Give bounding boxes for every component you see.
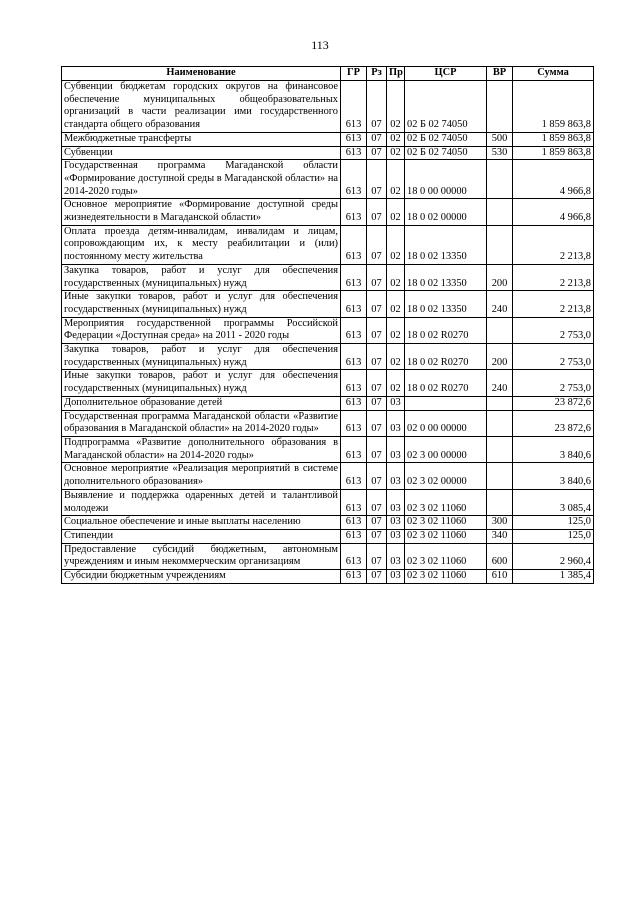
table-row	[62, 146, 594, 160]
cell-vr: 600	[487, 543, 513, 569]
cell-gr: 613	[341, 570, 367, 584]
cell-pr: 03	[387, 410, 405, 436]
table-row	[62, 570, 594, 584]
cell-rz: 07	[367, 160, 387, 199]
cell-vr	[487, 317, 513, 343]
cell-csr: 18 0 02 R0270	[405, 317, 487, 343]
cell-rz: 07	[367, 370, 387, 396]
column-header-vr: ВР	[487, 67, 513, 81]
cell-sum: 1 385,4	[513, 570, 594, 584]
cell-pr: 03	[387, 463, 405, 489]
cell-name: Основное мероприятие «Реализация мероприятий в системе дополнительного образования»	[62, 463, 341, 489]
cell-csr: 02 3 02 11060	[405, 516, 487, 530]
cell-rz: 07	[367, 264, 387, 290]
cell-gr: 613	[341, 529, 367, 543]
cell-vr: 200	[487, 344, 513, 370]
table-row	[62, 199, 594, 225]
cell-vr: 610	[487, 570, 513, 584]
cell-csr: 02 3 02 00000	[405, 463, 487, 489]
cell-sum: 23 872,6	[513, 396, 594, 410]
cell-name: Подпрограмма «Развитие дополнительного образования в Магаданской области» на 2014-2020 годы»	[62, 436, 341, 462]
cell-csr: 02 Б 02 74050	[405, 132, 487, 146]
cell-pr: 02	[387, 264, 405, 290]
cell-vr: 530	[487, 146, 513, 160]
cell-csr: 02 3 00 00000	[405, 436, 487, 462]
cell-vr: 200	[487, 264, 513, 290]
table-row	[62, 516, 594, 530]
cell-name: Социальное обеспечение и иные выплаты населению	[62, 516, 341, 530]
cell-sum: 23 872,6	[513, 410, 594, 436]
cell-sum: 1 859 863,8	[513, 132, 594, 146]
cell-vr	[487, 436, 513, 462]
cell-rz: 07	[367, 396, 387, 410]
cell-gr: 613	[341, 317, 367, 343]
cell-sum: 3 840,6	[513, 436, 594, 462]
cell-sum: 1 859 863,8	[513, 81, 594, 133]
cell-rz: 07	[367, 463, 387, 489]
cell-csr: 18 0 02 13350	[405, 225, 487, 264]
table-row	[62, 225, 594, 264]
table-row	[62, 410, 594, 436]
cell-pr: 02	[387, 344, 405, 370]
cell-gr: 613	[341, 132, 367, 146]
cell-sum: 125,0	[513, 529, 594, 543]
cell-name: Мероприятия государственной программы Российской Федерации «Доступная среда» на 2011 - 2020 годы	[62, 317, 341, 343]
cell-rz: 07	[367, 570, 387, 584]
cell-rz: 07	[367, 132, 387, 146]
cell-csr: 18 0 00 00000	[405, 160, 487, 199]
cell-sum: 2 753,0	[513, 317, 594, 343]
cell-pr: 02	[387, 199, 405, 225]
table-row	[62, 370, 594, 396]
cell-csr: 02 3 02 11060	[405, 570, 487, 584]
column-header-gr: ГР	[341, 67, 367, 81]
cell-pr: 02	[387, 160, 405, 199]
cell-pr: 03	[387, 396, 405, 410]
cell-rz: 07	[367, 199, 387, 225]
table-row	[62, 264, 594, 290]
cell-csr: 18 0 02 00000	[405, 199, 487, 225]
cell-rz: 07	[367, 344, 387, 370]
cell-name: Выявление и поддержка одаренных детей и талантливой молодежи	[62, 489, 341, 515]
cell-sum: 3 085,4	[513, 489, 594, 515]
cell-pr: 03	[387, 516, 405, 530]
cell-vr	[487, 489, 513, 515]
column-header-rz: Рз	[367, 67, 387, 81]
cell-name: Государственная программа Магаданской области «Развитие образования в Магаданской области» на 2014-2020 годы»	[62, 410, 341, 436]
cell-gr: 613	[341, 146, 367, 160]
cell-sum: 2 213,8	[513, 225, 594, 264]
cell-vr	[487, 160, 513, 199]
cell-gr: 613	[341, 463, 367, 489]
cell-sum: 125,0	[513, 516, 594, 530]
cell-gr: 613	[341, 489, 367, 515]
cell-gr: 613	[341, 516, 367, 530]
cell-csr: 02 Б 02 74050	[405, 146, 487, 160]
cell-pr: 03	[387, 543, 405, 569]
table-row	[62, 344, 594, 370]
cell-sum: 4 966,8	[513, 199, 594, 225]
cell-rz: 07	[367, 489, 387, 515]
cell-rz: 07	[367, 543, 387, 569]
cell-gr: 613	[341, 81, 367, 133]
cell-pr: 03	[387, 570, 405, 584]
cell-gr: 613	[341, 160, 367, 199]
cell-pr: 02	[387, 370, 405, 396]
cell-gr: 613	[341, 410, 367, 436]
column-header-name: Наименование	[62, 67, 341, 81]
cell-name: Предоставление субсидий бюджетным, автономным учреждениям и иным некоммерческим организациям	[62, 543, 341, 569]
cell-gr: 613	[341, 344, 367, 370]
cell-csr: 02 3 02 11060	[405, 529, 487, 543]
cell-gr: 613	[341, 264, 367, 290]
cell-name: Иные закупки товаров, работ и услуг для обеспечения государственных (муниципальных) нужд	[62, 291, 341, 317]
cell-csr: 02 0 00 00000	[405, 410, 487, 436]
cell-vr: 240	[487, 291, 513, 317]
cell-rz: 07	[367, 436, 387, 462]
table-row	[62, 396, 594, 410]
cell-vr: 340	[487, 529, 513, 543]
cell-sum: 2 753,0	[513, 344, 594, 370]
cell-pr: 03	[387, 529, 405, 543]
cell-csr: 02 Б 02 74050	[405, 81, 487, 133]
cell-csr: 02 3 02 11060	[405, 543, 487, 569]
cell-vr: 500	[487, 132, 513, 146]
cell-name: Межбюджетные трансферты	[62, 132, 341, 146]
cell-name: Закупка товаров, работ и услуг для обеспечения государственных (муниципальных) нужд	[62, 344, 341, 370]
cell-rz: 07	[367, 516, 387, 530]
cell-vr	[487, 199, 513, 225]
page-number: 113	[311, 38, 329, 52]
cell-sum: 3 840,6	[513, 463, 594, 489]
cell-name: Государственная программа Магаданской области «Формирование доступной среды в Магаданской области» на 2014-2020 годы»	[62, 160, 341, 199]
cell-pr: 03	[387, 489, 405, 515]
cell-name: Стипендии	[62, 529, 341, 543]
table-row	[62, 160, 594, 199]
cell-csr: 18 0 02 R0270	[405, 370, 487, 396]
cell-sum: 2 213,8	[513, 264, 594, 290]
cell-rz: 07	[367, 225, 387, 264]
cell-gr: 613	[341, 291, 367, 317]
table-row	[62, 81, 594, 133]
table-row	[62, 436, 594, 462]
cell-pr: 02	[387, 225, 405, 264]
cell-sum: 2 753,0	[513, 370, 594, 396]
cell-rz: 07	[367, 81, 387, 133]
cell-sum: 4 966,8	[513, 160, 594, 199]
cell-pr: 02	[387, 81, 405, 133]
cell-gr: 613	[341, 543, 367, 569]
cell-vr	[487, 225, 513, 264]
cell-vr	[487, 463, 513, 489]
cell-name: Основное мероприятие «Формирование доступной среды жизнедеятельности в Магаданской области»	[62, 199, 341, 225]
table-row	[62, 489, 594, 515]
cell-csr: 18 0 02 13350	[405, 264, 487, 290]
cell-pr: 02	[387, 132, 405, 146]
cell-rz: 07	[367, 410, 387, 436]
table-body	[62, 81, 594, 584]
cell-vr: 300	[487, 516, 513, 530]
cell-name: Субвенции бюджетам городских округов на финансовое обеспечение муниципальных общеобразовательных организаций в части реализации ими государственного стандарта общего образования	[62, 81, 341, 133]
cell-rz: 07	[367, 291, 387, 317]
cell-vr: 240	[487, 370, 513, 396]
table-row	[62, 543, 594, 569]
cell-rz: 07	[367, 529, 387, 543]
cell-gr: 613	[341, 199, 367, 225]
cell-sum: 1 859 863,8	[513, 146, 594, 160]
table-row	[62, 132, 594, 146]
cell-pr: 02	[387, 146, 405, 160]
cell-pr: 02	[387, 291, 405, 317]
table-row	[62, 463, 594, 489]
cell-pr: 03	[387, 436, 405, 462]
cell-vr	[487, 81, 513, 133]
cell-gr: 613	[341, 370, 367, 396]
cell-name: Иные закупки товаров, работ и услуг для обеспечения государственных (муниципальных) нужд	[62, 370, 341, 396]
cell-rz: 07	[367, 317, 387, 343]
table-row	[62, 317, 594, 343]
column-header-sum: Сумма	[513, 67, 594, 81]
budget-table	[61, 66, 594, 584]
cell-name: Субсидии бюджетным учреждениям	[62, 570, 341, 584]
table-header-row	[62, 67, 594, 81]
cell-csr: 02 3 02 11060	[405, 489, 487, 515]
cell-sum: 2 213,8	[513, 291, 594, 317]
column-header-csr: ЦСР	[405, 67, 487, 81]
cell-name: Субвенции	[62, 146, 341, 160]
cell-gr: 613	[341, 396, 367, 410]
cell-csr: 18 0 02 R0270	[405, 344, 487, 370]
table-row	[62, 291, 594, 317]
cell-sum: 2 960,4	[513, 543, 594, 569]
cell-name: Оплата проезда детям-инвалидам, инвалидам и лицам, сопровождающим их, к месту реабилитации и (или) постоянному месту жительства	[62, 225, 341, 264]
cell-name: Закупка товаров, работ и услуг для обеспечения государственных (муниципальных) нужд	[62, 264, 341, 290]
cell-gr: 613	[341, 225, 367, 264]
cell-gr: 613	[341, 436, 367, 462]
cell-vr	[487, 410, 513, 436]
cell-vr	[487, 396, 513, 410]
cell-csr: 18 0 02 13350	[405, 291, 487, 317]
cell-name: Дополнительное образование детей	[62, 396, 341, 410]
cell-pr: 02	[387, 317, 405, 343]
table-row	[62, 529, 594, 543]
cell-rz: 07	[367, 146, 387, 160]
cell-csr	[405, 396, 487, 410]
column-header-pr: Пр	[387, 67, 405, 81]
